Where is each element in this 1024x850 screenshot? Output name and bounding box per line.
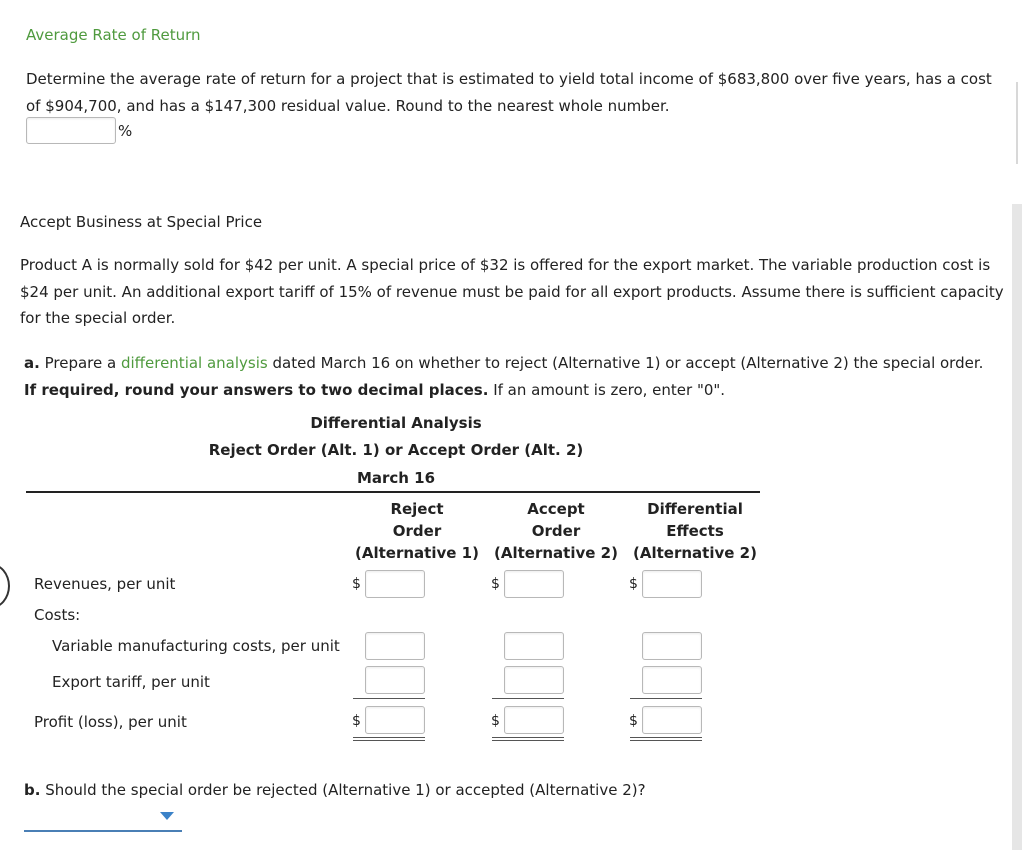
part-a-zero-instruction: If an amount is zero, enter "0". [493, 381, 726, 399]
col1-line3: (Alternative 1) [355, 544, 479, 562]
table-date: March 16 [356, 469, 436, 487]
average-rate-input[interactable] [26, 117, 116, 144]
col3-line1: Differential [647, 500, 743, 518]
scrollbar-track[interactable] [1012, 204, 1022, 850]
col1-line1: Reject [390, 500, 444, 518]
part-a-text-before: Prepare a [44, 354, 117, 372]
question-special-price: Product A is normally sold for $42 per unit. A special price of $32 is offered for the export market. The variable production cost is $24 per unit. An additional export tariff of 15% of revenue must be paid for all export products. Assume there is sufficient capacity for the special order. [20, 256, 1004, 327]
col3-line2: Effects [666, 522, 724, 540]
table-subtitle: Reject Order (Alt. 1) or Accept Order (Alt. 2) [208, 441, 584, 459]
profit-alt1-input[interactable] [365, 706, 425, 734]
profit-alt2-input[interactable] [504, 706, 564, 734]
dollar-sign-profit-diff: $ [629, 713, 638, 729]
dollar-sign-profit-alt2: $ [491, 713, 500, 729]
column-header-differential [628, 498, 762, 564]
section-title-average-rate: Average Rate of Return [26, 26, 201, 44]
row-label-export-tariff: Export tariff, per unit [52, 673, 210, 691]
export-tariff-alt1-input[interactable] [365, 666, 425, 694]
table-title: Differential Analysis [310, 414, 482, 432]
variable-costs-diff-input[interactable] [642, 632, 702, 660]
col2-line1: Accept [527, 500, 585, 518]
variable-costs-alt2-input[interactable] [504, 632, 564, 660]
col3-line3: (Alternative 2) [633, 544, 757, 562]
column-header-reject [350, 498, 484, 564]
row-label-revenues: Revenues, per unit [34, 575, 176, 593]
scroll-edge [1016, 82, 1018, 164]
col2-line2: Order [531, 522, 581, 540]
profit-diff-input[interactable] [642, 706, 702, 734]
dropdown-arrow-icon[interactable] [160, 812, 174, 820]
col1-line2: Order [392, 522, 442, 540]
part-a-label: a. [24, 354, 40, 372]
differential-analysis-link[interactable]: differential analysis [120, 354, 268, 372]
revenues-alt1-input[interactable] [365, 570, 425, 598]
part-b-text: Should the special order be rejected (Alternative 1) or accepted (Alternative 2)? [45, 781, 646, 799]
percent-sign: % [118, 121, 133, 140]
revenues-diff-input[interactable] [642, 570, 702, 598]
revenues-alt2-input[interactable] [504, 570, 564, 598]
part-a-instructions [24, 350, 1009, 404]
dollar-sign-profit-alt1: $ [352, 713, 361, 729]
export-tariff-alt2-input[interactable] [504, 666, 564, 694]
question-average-rate: Determine the average rate of return for a project that is estimated to yield total income of $683,800 over five years, has a cost of $904,700, and has a $147,300 residual value. Round to the nearest whole number. [26, 70, 992, 115]
part-a-text-after: dated March 16 on whether to reject (Alternative 1) or accept (Alternative 2) the special order. [272, 354, 984, 372]
total-double-rule-diff [630, 737, 702, 741]
dollar-sign-revenues-alt1: $ [352, 576, 361, 592]
percent-answer-group [26, 117, 132, 144]
total-double-rule-alt1 [353, 737, 425, 741]
dollar-sign-revenues-diff: $ [629, 576, 638, 592]
part-b-label: b. [24, 781, 41, 799]
part-a-rounding-instruction: If required, round your answers to two decimal places. [24, 381, 489, 399]
part-b-question [24, 781, 646, 799]
row-label-profit: Profit (loss), per unit [34, 713, 187, 731]
column-header-accept [489, 498, 623, 564]
table-top-rule [26, 491, 760, 493]
export-tariff-diff-input[interactable] [642, 666, 702, 694]
section-title-special-price: Accept Business at Special Price [20, 213, 263, 231]
total-double-rule-alt2 [492, 737, 564, 741]
dollar-sign-revenues-alt2: $ [491, 576, 500, 592]
col2-line3: (Alternative 2) [494, 544, 618, 562]
subtotal-rule-diff [630, 698, 702, 699]
part-b-dropdown[interactable] [24, 810, 182, 832]
subtotal-rule-alt1 [353, 698, 425, 699]
row-label-costs: Costs: [34, 606, 81, 624]
subtotal-rule-alt2 [492, 698, 564, 699]
row-label-variable-costs: Variable manufacturing costs, per unit [52, 637, 340, 655]
variable-costs-alt1-input[interactable] [365, 632, 425, 660]
row-marker-circle [0, 563, 10, 609]
dropdown-underline [24, 830, 182, 832]
